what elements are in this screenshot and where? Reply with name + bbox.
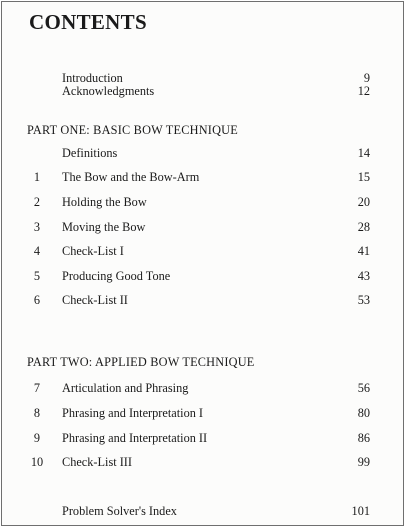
toc-entry-title: Moving the Bow xyxy=(62,220,146,234)
part-two-heading: PART TWO: APPLIED BOW TECHNIQUE xyxy=(27,355,255,369)
toc-entry-title: The Bow and the Bow-Arm xyxy=(62,170,200,184)
toc-entry-chapter-9[interactable] xyxy=(2,430,403,446)
toc-entry-number: 1 xyxy=(33,170,41,184)
toc-entry-definitions[interactable] xyxy=(2,145,403,161)
toc-entry-page: 86 xyxy=(357,431,370,445)
toc-entry-page: 99 xyxy=(357,455,370,469)
toc-entry-title: Problem Solver's Index xyxy=(62,504,177,518)
toc-entry-page: 14 xyxy=(357,146,370,160)
toc-entry-title: Producing Good Tone xyxy=(62,269,171,283)
toc-entry-chapter-1[interactable] xyxy=(2,169,403,185)
toc-entry-chapter-2[interactable] xyxy=(2,194,403,210)
toc-entry-page: 56 xyxy=(357,381,370,395)
toc-entry-number: 2 xyxy=(33,195,41,209)
toc-entry-chapter-6[interactable] xyxy=(2,292,403,308)
toc-entry-index[interactable] xyxy=(2,503,403,519)
toc-entry-number: 6 xyxy=(33,293,41,307)
toc-entry-title: Check-List III xyxy=(62,455,132,469)
toc-entry-number: 10 xyxy=(30,455,44,469)
part-one-heading: PART ONE: BASIC BOW TECHNIQUE xyxy=(27,123,238,137)
toc-entry-page: 53 xyxy=(357,293,370,307)
toc-entry-chapter-7[interactable] xyxy=(2,380,403,396)
toc-entry-page: 12 xyxy=(357,84,370,98)
toc-entry-page: 101 xyxy=(351,504,370,518)
toc-entry-page: 28 xyxy=(357,220,370,234)
toc-entry-page: 15 xyxy=(357,170,370,184)
toc-entry-chapter-3[interactable] xyxy=(2,219,403,235)
toc-entry-number: 8 xyxy=(33,406,41,420)
toc-entry-number: 4 xyxy=(33,244,41,258)
toc-entry-title: Phrasing and Interpretation I xyxy=(62,406,204,420)
toc-entry-title: Check-List II xyxy=(62,293,128,307)
toc-entry-number: 7 xyxy=(33,381,41,395)
toc-entry-acknowledgments[interactable] xyxy=(2,83,403,99)
toc-entry-chapter-5[interactable] xyxy=(2,268,403,284)
toc-entry-number: 3 xyxy=(33,220,41,234)
toc-entry-chapter-8[interactable] xyxy=(2,405,403,421)
page-title: CONTENTS xyxy=(29,10,147,34)
toc-entry-page: 43 xyxy=(357,269,370,283)
toc-entry-title: Holding the Bow xyxy=(62,195,147,209)
toc-entry-chapter-10[interactable] xyxy=(2,454,403,470)
toc-entry-number: 9 xyxy=(33,431,41,445)
toc-entry-page: 41 xyxy=(357,244,370,258)
toc-entry-number: 5 xyxy=(33,269,41,283)
toc-entry-page: 9 xyxy=(363,71,370,85)
toc-entry-title: Phrasing and Interpretation II xyxy=(62,431,208,445)
toc-entry-chapter-4[interactable] xyxy=(2,243,403,259)
toc-entry-title: Check-List I xyxy=(62,244,124,258)
toc-entry-page: 80 xyxy=(357,406,370,420)
toc-entry-title: Acknowledgments xyxy=(62,84,155,98)
toc-entry-title: Definitions xyxy=(62,146,118,160)
toc-entry-page: 20 xyxy=(357,195,370,209)
book-page xyxy=(1,1,404,526)
toc-entry-title: Articulation and Phrasing xyxy=(62,381,189,395)
toc-entry-title: Introduction xyxy=(62,71,123,85)
